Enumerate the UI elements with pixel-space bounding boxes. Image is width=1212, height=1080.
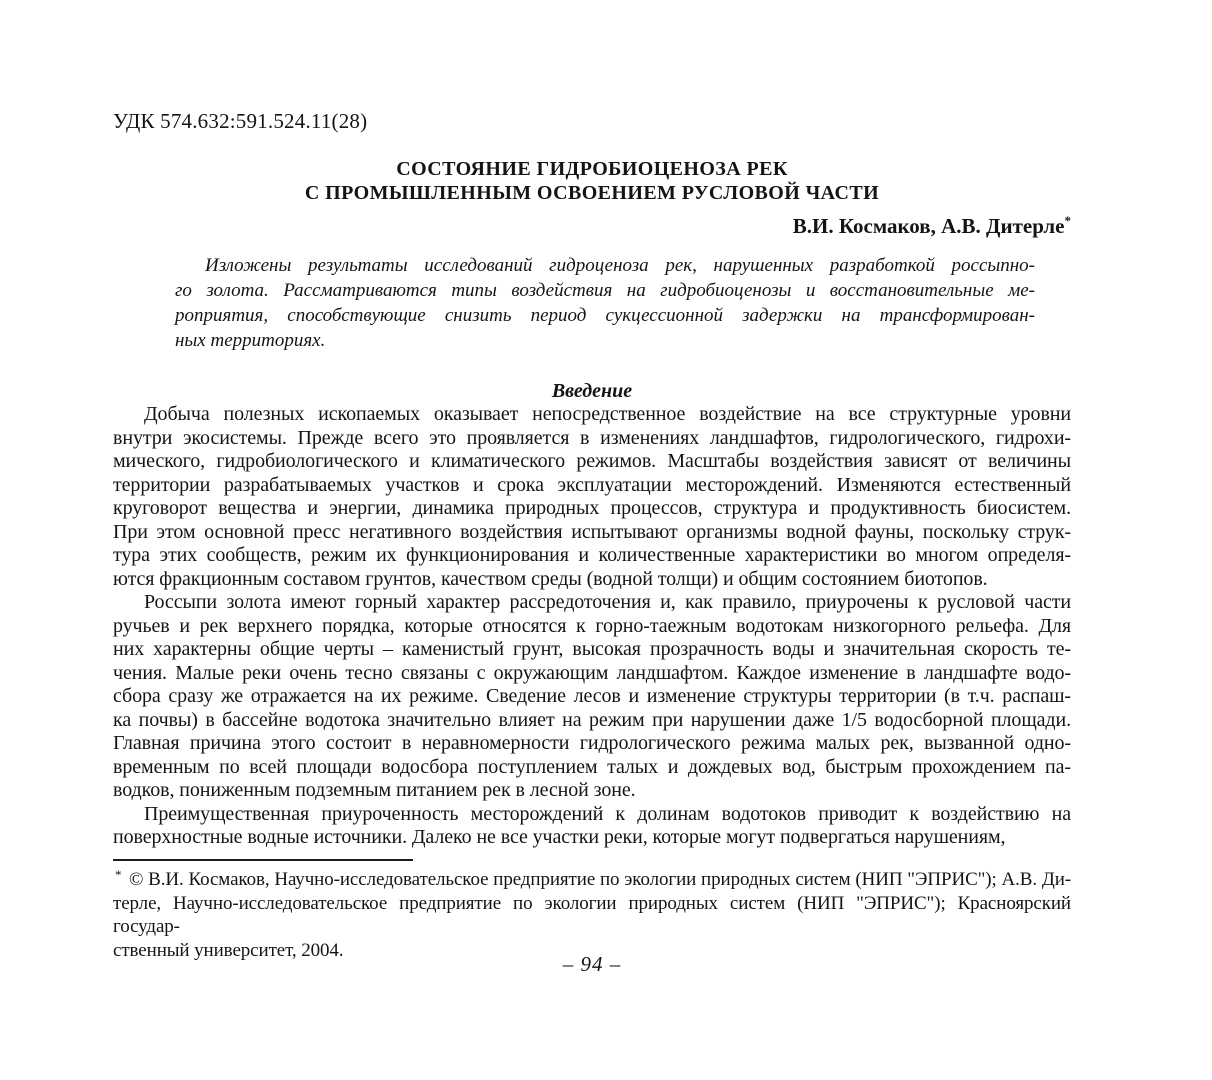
article-title: СОСТОЯНИЕ ГИДРОБИОЦЕНОЗА РЕК С ПРОМЫШЛЕННЫМ ОСВОЕНИЕМ РУСЛОВОЙ ЧАСТИ	[304, 158, 880, 204]
footnote	[113, 868, 1071, 962]
paragraph-1: Добыча полезных ископаемых оказывает непосредственное воздействие на все структурные уровни внутри экосистемы. Прежде всего это проявляется в изменениях ландшафтов, гидрологического, гидрохи- мического, гидробиологического и климатического режимов. Масштабы воздействия зависят от величины территории разрабатываемых участков и срока эксплуатации месторождений. Изменяются естественный круговорот вещества и энергии, динамика природных процессов, структура и продуктивность биосистем. При этом основной пресс негативного воздействия испытывают организмы водной фауны, поскольку струк- тура этих сообществ, режим их функционирования и количественные характеристики во многом определя- ются фракционным составом грунтов, качеством среды (водной толщи) и общим состоянием биотопов.	[113, 403, 1071, 590]
footnote-text: © В.И. Космаков, Научно-исследовательское предприятие по экологии природных систем (НИП "ЭПРИС"); А.В. Ди- терле, Научно-исследовательское предприятие по экологии природных систем (НИП "ЭПРИС"); Красноярский государ- ственный университет, 2004.	[113, 869, 1071, 961]
article-abstract: Изложены результаты исследований гидроценоза рек, нарушенных разработкой россыпно- го золота. Рассматриваются типы воздействия на гидробиоценозы и восстановительные ме- роприятия, способствующие снизить период сукцессионной задержки на трансформирован- ных территориях.	[175, 255, 1035, 351]
article-authors	[113, 214, 1071, 238]
paragraph-3: Преимущественная приуроченность месторождений к долинам водотоков приводит к воздействию на поверхностные водные источники. Далеко не все участки реки, которые могут подвергаться нарушениям,	[113, 802, 1071, 848]
footnote-separator-rule	[113, 859, 413, 861]
authors-names: В.И. Космаков, А.В. Дитерле	[792, 214, 1065, 238]
footnote-marker: *	[115, 867, 122, 882]
authors-footnote-marker: *	[1064, 213, 1071, 228]
article-body	[113, 403, 1071, 850]
paragraph-2: Россыпи золота имеют горный характер рассредоточения и, как правило, приурочены к русловой части ручьев и рек верхнего порядка, которые относятся к горно-таежным водотокам низкогорного рельефа. Для них характерны общие черты – каменистый грунт, высокая прозрачность воды и значительная скорость те- чения. Малые реки очень тесно связаны с окружающим ландшафтом. Каждое изменение в ландшафте водо- сбора сразу же отражается на их режиме. Сведение лесов и изменение структуры территории (в т.ч. распаш- ка почвы) в бассейне водотока значительно влияет на режим при нарушении даже 1/5 водосборной площади. Главная причина этого состоит в неравномерности гидрологического режима малых рек, вызванной одно- временным по всей площади водосбора поступлением талых и дождевых вод, быстрым прохождением па- водков, пониженным подземным питанием рек в лесной зоне.	[113, 591, 1071, 801]
page-number: – 94 –	[562, 952, 622, 976]
udc-code: УДК 574.632:591.524.11(28)	[113, 109, 368, 133]
section-heading-introduction: Введение	[551, 380, 633, 402]
